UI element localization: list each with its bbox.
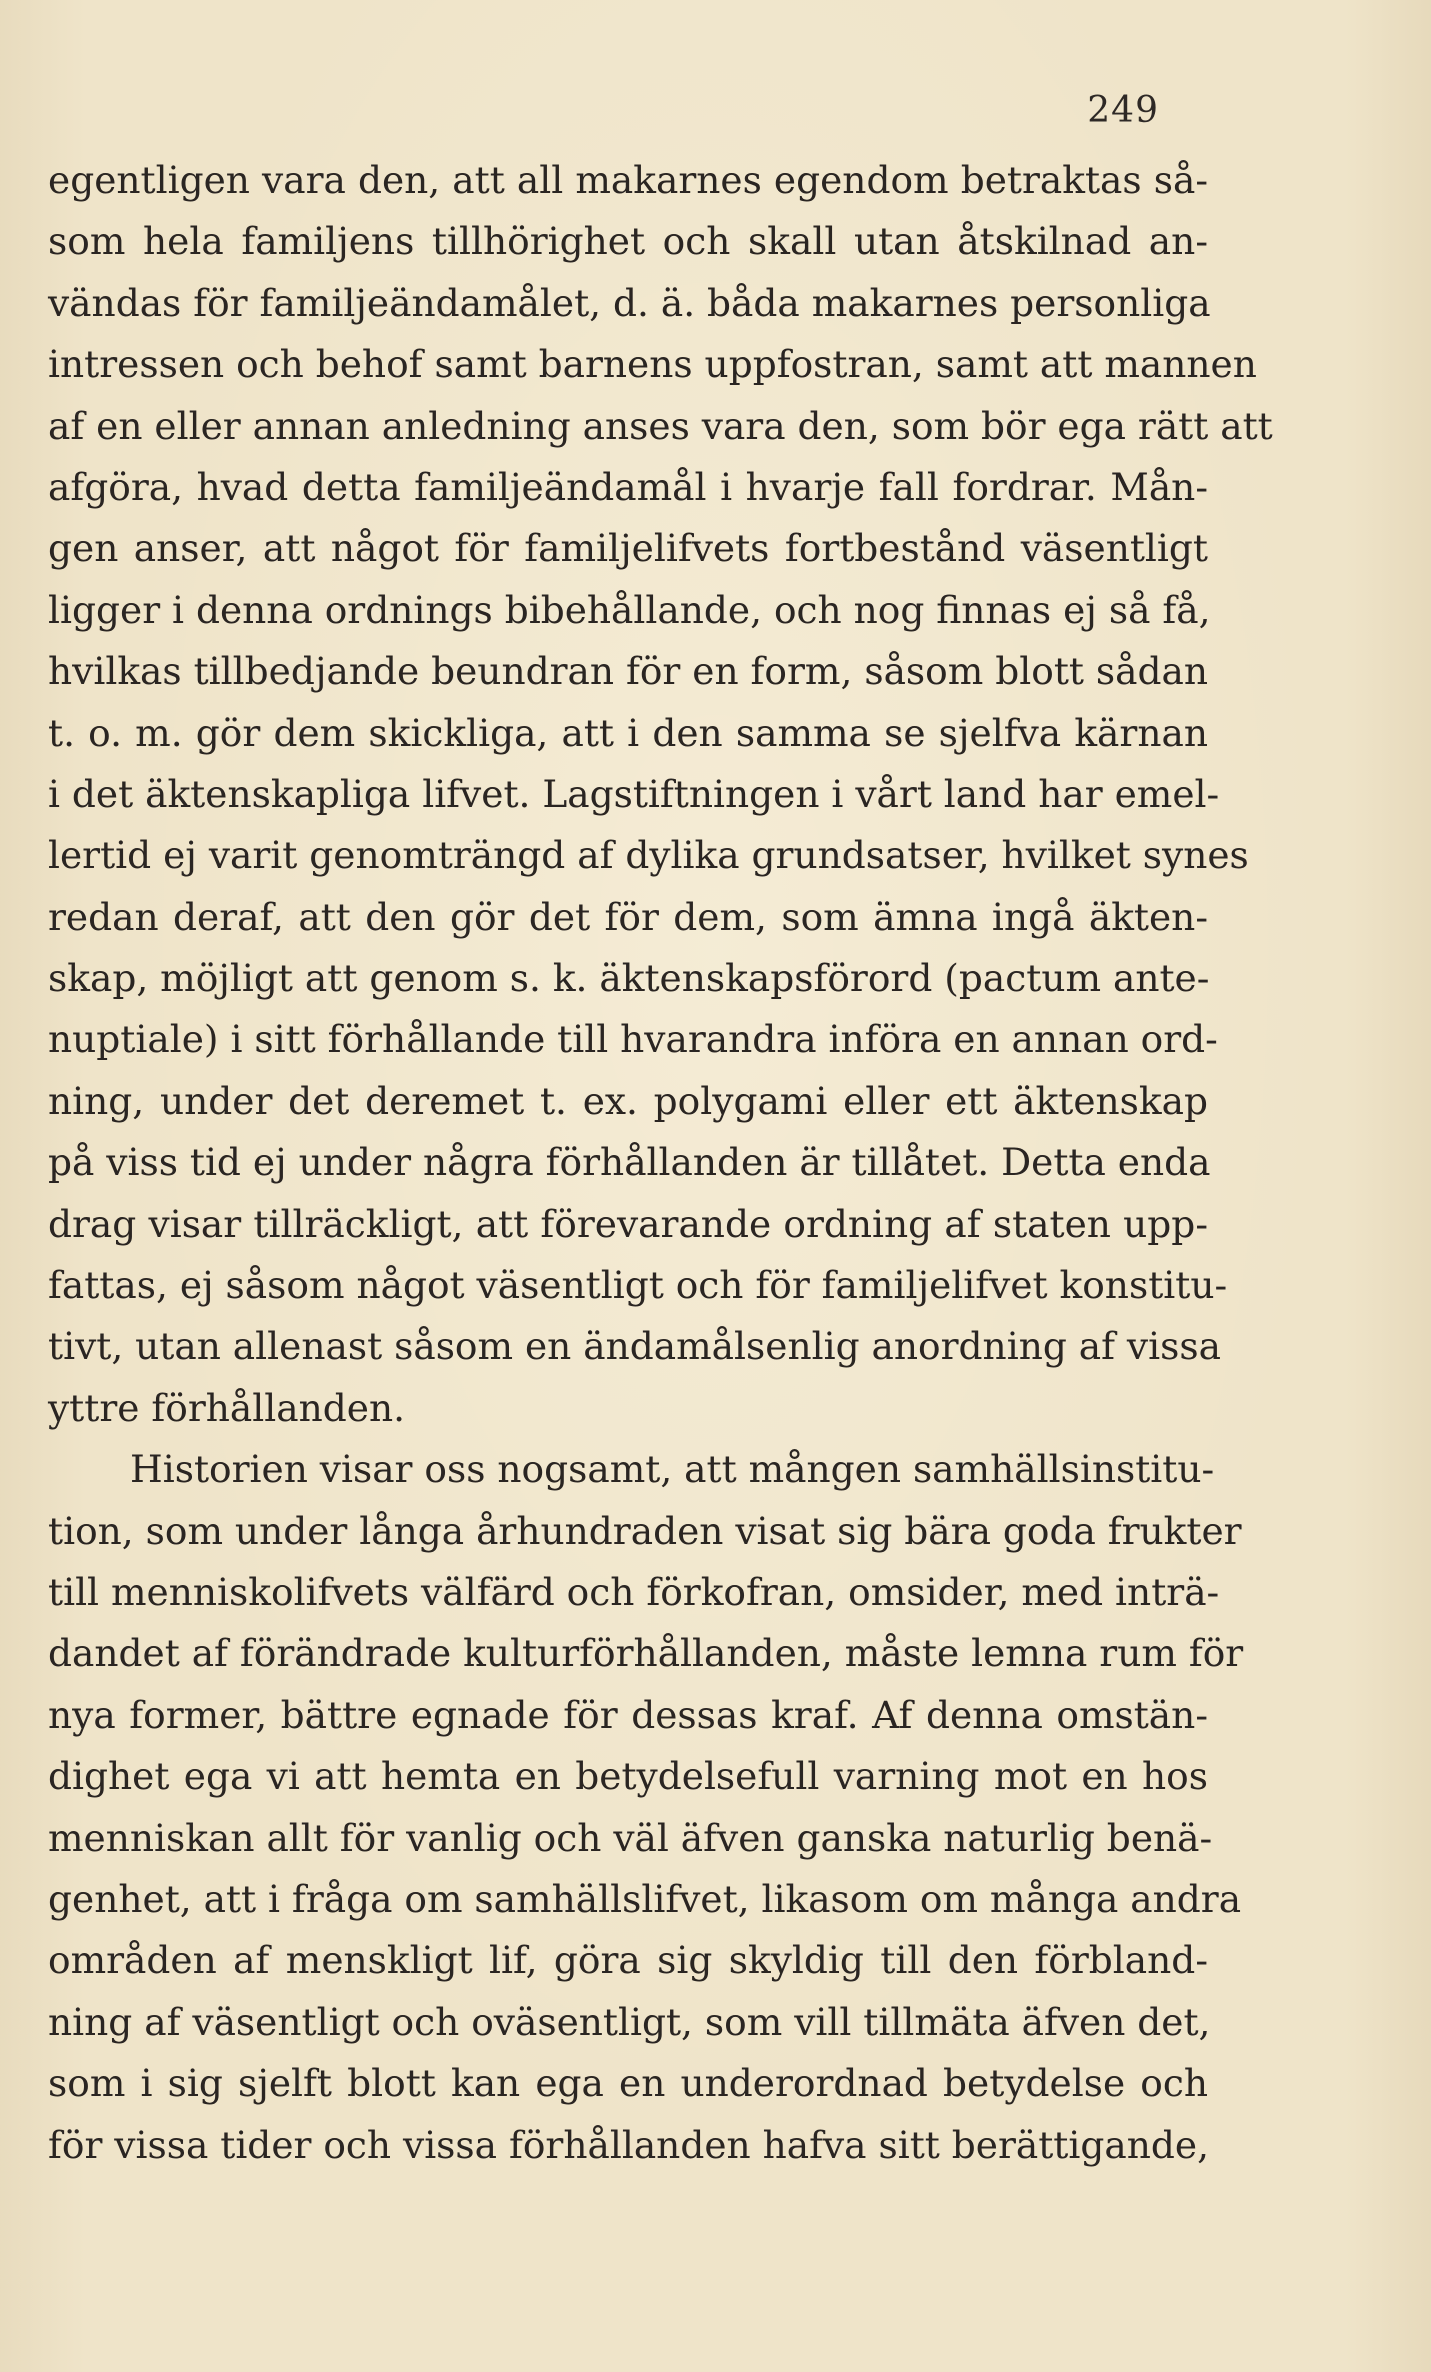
paragraph-end-line: yttre förhållanden.: [48, 1385, 406, 1430]
text-line: för vissa tider och vissa förhållanden hafva sitt berättigande,: [48, 2122, 1209, 2167]
text-line: till menniskolifvets välfärd och förkofran, omsider, med inträ-: [48, 1569, 1220, 1614]
text-line: skap, möjligt att genom s. k. äktenskapsförord (pactum ante-: [48, 956, 1210, 1001]
paragraph-start-line: Historien visar oss nogsamt, att mången samhällsinstitu-: [130, 1447, 1215, 1492]
text-line: dandet af förändrade kulturförhållanden, måste lemna rum för: [48, 1631, 1244, 1676]
text-line: af en eller annan anledning anses vara den, som bör ega rätt att: [48, 403, 1273, 448]
page-number: 249: [1087, 90, 1159, 131]
text-line: egentligen vara den, att all makarnes egendom betraktas så-: [48, 158, 1208, 202]
text-line: redan deraf, att den gör det för dem, som ämna ingå äkten-: [48, 894, 1208, 939]
text-line: i det äktenskapliga lifvet. Lagstiftningen i vårt land har emel-: [48, 771, 1220, 816]
text-line: områden af menskligt lif, göra sig skyldig till den förbland-: [48, 1938, 1208, 1983]
text-line: nya former, bättre egnade för dessas kraf. Af denna omstän-: [48, 1692, 1208, 1737]
text-line: ligger i denna ordnings bibehållande, och nog finnas ej så få,: [48, 587, 1211, 632]
text-line: lertid ej varit genomträngd af dylika grundsatser, hvilket synes: [48, 833, 1249, 878]
text-line: vändas för familjeändamålet, d. ä. båda makarnes personliga: [48, 280, 1211, 325]
text-line: menniskan allt för vanlig och väl äfven ganska naturlig benä-: [48, 1815, 1213, 1860]
text-line: dighet ega vi att hemta en betydelsefull varning mot en hos: [48, 1754, 1208, 1799]
text-line: tion, som under långa århundraden visat sig bära goda frukter: [48, 1508, 1242, 1553]
text-line: ning af väsentligt och oväsentligt, som vill tillmäta äfven det,: [48, 1999, 1211, 2044]
body-text: [48, 150, 1273, 2176]
text-line: som i sig sjelft blott kan ega en underordnad betydelse och: [48, 2061, 1208, 2106]
text-line: hvilkas tillbedjande beundran för en form, såsom blott sådan: [48, 649, 1208, 694]
text-line: gen anser, att något för familjelifvets fortbestånd väsentligt: [48, 526, 1208, 571]
text-line: genhet, att i fråga om samhällslifvet, likasom om många andra: [48, 1876, 1242, 1921]
text-line: ning, under det deremet t. ex. polygami eller ett äktenskap: [48, 1078, 1208, 1123]
text-line: afgöra, hvad detta familjeändamål i hvarje fall fordrar. Mån-: [48, 464, 1208, 509]
text-line: fattas, ej såsom något väsentligt och för familjelifvet konstitu-: [48, 1263, 1228, 1308]
text-line: nuptiale) i sitt förhållande till hvarandra införa en annan ord-: [48, 1017, 1218, 1062]
text-line: tivt, utan allenast såsom en ändamålsenlig anordning af vissa: [48, 1324, 1221, 1369]
text-line: drag visar tillräckligt, att förevarande ordning af staten upp-: [48, 1201, 1208, 1246]
text-line: på viss tid ej under några förhållanden är tillåtet. Detta enda: [48, 1140, 1211, 1185]
text-line: som hela familjens tillhörighet och skall utan åtskilnad an-: [48, 219, 1208, 264]
text-line: t. o. m. gör dem skickliga, att i den samma se sjelfva kärnan: [48, 710, 1208, 755]
text-line: intressen och behof samt barnens uppfostran, samt att mannen: [48, 342, 1257, 387]
